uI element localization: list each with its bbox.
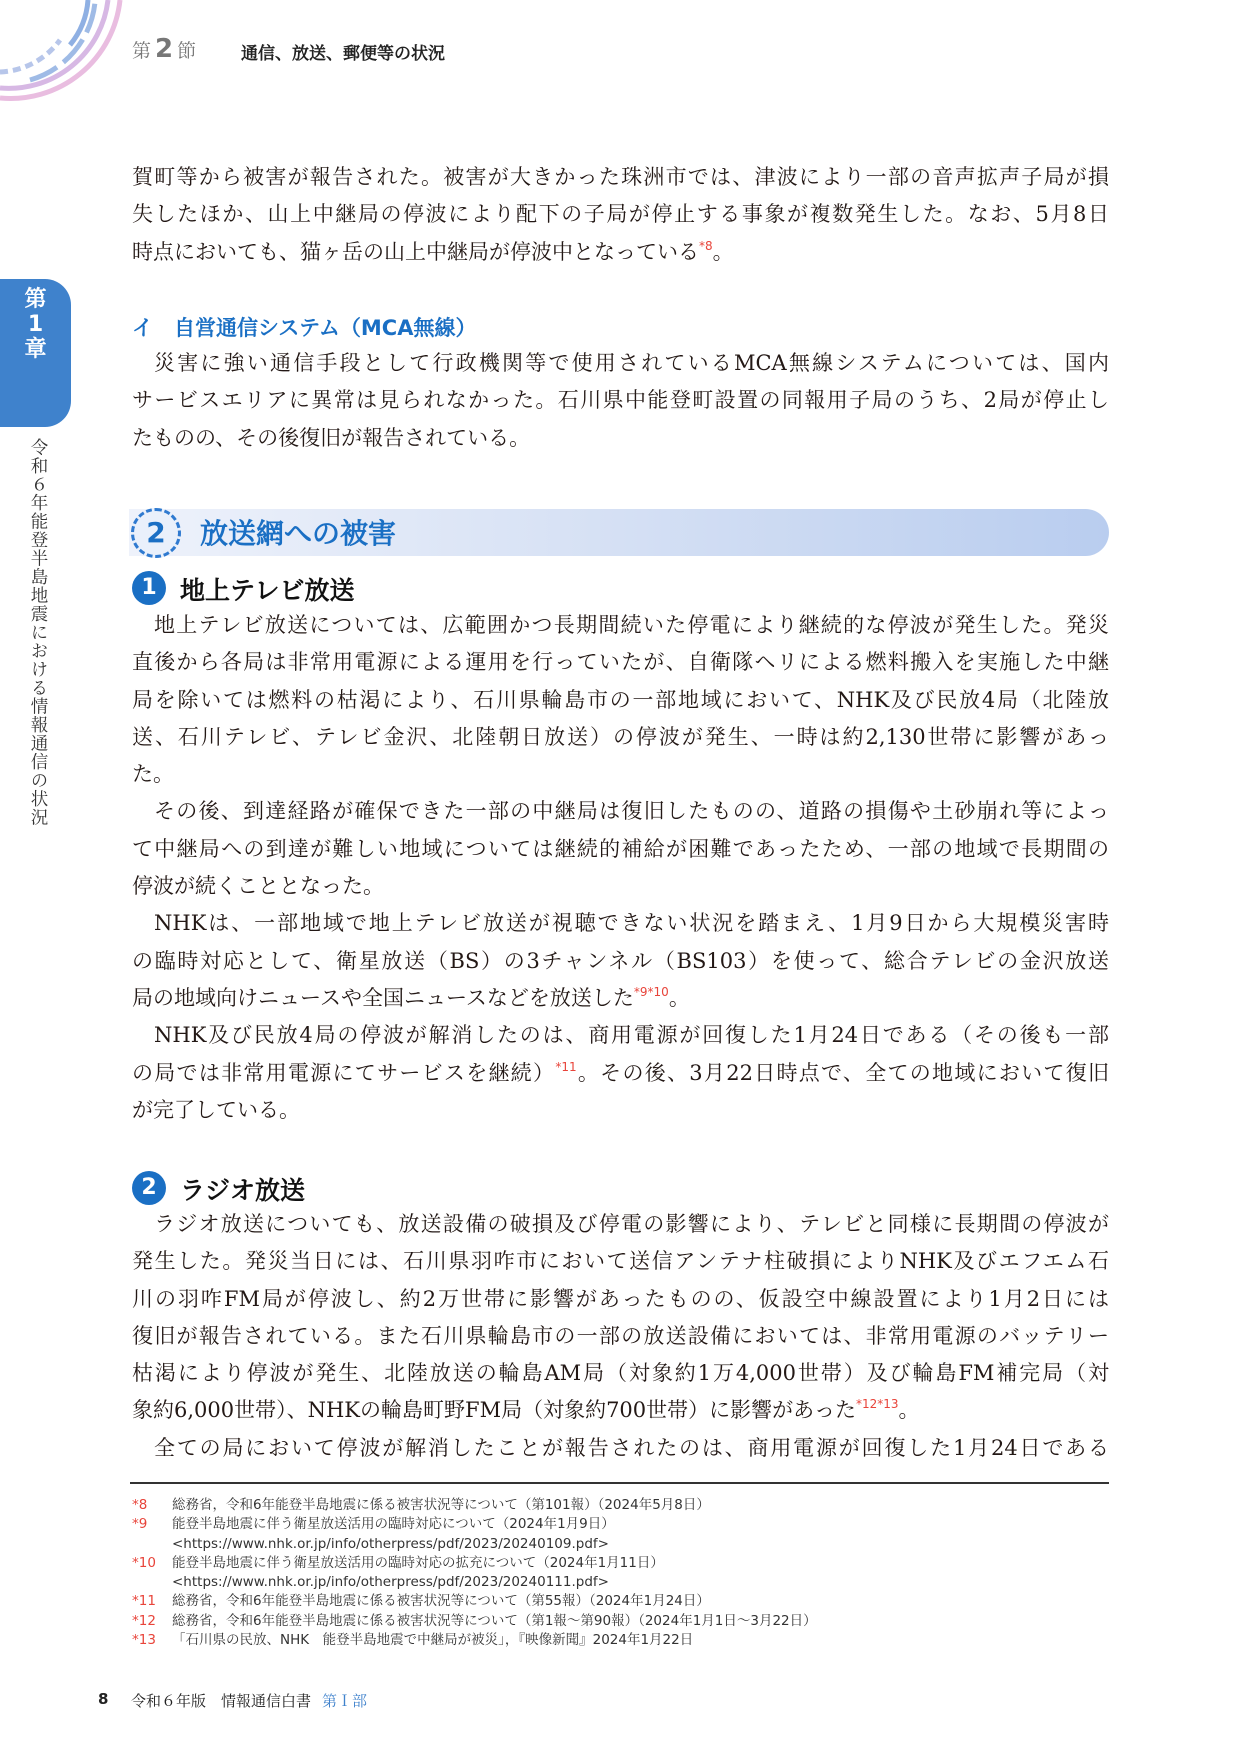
text-line: ラジオ放送についても、放送設備の破損及び停電の影響により、テレビと同様に長期間の停波が bbox=[154, 1212, 1109, 1236]
text-line: 川の羽咋FM局が停波し、約2万世帯に影響があったものの、仮設空中線設置により1月2日には bbox=[132, 1286, 1109, 1311]
text-line: 発生した。発災当日には、石川県羽咋市において送信アンテナ柱破損によりNHK及びエフエム石 bbox=[132, 1249, 1109, 1274]
text-line: が完了している。 bbox=[132, 1097, 300, 1122]
footnote-ref[interactable]: *11 bbox=[555, 1059, 577, 1074]
text-line: 賀町等から被害が報告された。被害が大きかった珠洲市では、津波により一部の音声拡声子局が損 bbox=[132, 165, 1109, 189]
publication-title: 令和６年版 情報通信白書 bbox=[131, 1692, 312, 1710]
text-line: た。 bbox=[132, 762, 174, 787]
text-line: 全ての局において停波が解消したことが報告されたのは、商用電源が回復した1月24日である bbox=[154, 1435, 1109, 1460]
text-line: て中継局への到達が難しい地域については継続的補給が困難であったため、一部の地域で長期間の bbox=[132, 836, 1109, 861]
text-line: その後、到達経路が確保できた一部の中継局は復旧したものの、道路の損傷や土砂崩れ等によっ bbox=[154, 799, 1109, 824]
chapter-tab-char: 章 bbox=[24, 337, 47, 362]
footnote-divider bbox=[130, 1482, 1109, 1484]
text-line: 象約6,000世帯）、NHKの輪島町野FM局（対象約700世帯）に影響があった$^{*12*13}$。 bbox=[132, 1397, 920, 1423]
radio-paragraphs bbox=[132, 1206, 1109, 1467]
subheading-number-badge: 1 bbox=[132, 571, 166, 605]
mca-paragraph bbox=[132, 345, 1109, 457]
footnote: *9 能登半島地震に伴う衛星放送活用の臨時対応について（2024年1月9日） bbox=[132, 1516, 615, 1533]
chapter-tab-char: 第 bbox=[24, 287, 47, 312]
footnote: *13 「石川県の民放、NHK 能登半島地震で中継局が被災」，『映像新聞』2024年1月22日 bbox=[132, 1632, 694, 1649]
footnotes bbox=[132, 1496, 817, 1650]
text-line: たものの、その後復旧が報告されている。 bbox=[132, 425, 531, 450]
text-line: NHKは、一部地域で地上テレビ放送が視聴できない状況を踏まえ、1月9日から大規模災害時 bbox=[154, 911, 1109, 936]
subheading-number-badge: 2 bbox=[132, 1171, 166, 1205]
text-line: NHK及び民放4局の停波が解消したのは、商用電源が回復した1月24日である（その後も一部 bbox=[154, 1023, 1109, 1048]
section-title: 通信、放送、郵便等の状況 bbox=[241, 44, 445, 64]
text-line: 時点においても、猫ヶ岳の山上中継局が停波中となっている$^{*8}$。 bbox=[132, 238, 734, 264]
footnote: *11 総務省，令和6年能登半島地震に係る被害状況等について（第55報）（2024年1月24日） bbox=[132, 1593, 710, 1610]
footnote-ref[interactable]: *12*13 bbox=[855, 1397, 899, 1412]
footnote-url[interactable]: <https://www.nhk.or.jp/info/otherpress/pdf/2023/20240111.pdf> bbox=[172, 1574, 609, 1591]
text-line: 災害に強い通信手段として行政機関等で使用されているMCA無線システムについては、国内 bbox=[154, 351, 1109, 375]
chapter-tab-char: 1 bbox=[27, 312, 44, 337]
terrestrial-tv-paragraphs bbox=[132, 607, 1109, 1129]
subsection-heading-mca: イ 自営通信システム（MCA無線） bbox=[132, 316, 477, 340]
chapter-tab bbox=[0, 279, 71, 427]
page-number: 8 bbox=[98, 1690, 109, 1708]
section-heading: 放送網への被害 bbox=[200, 517, 397, 550]
text-line: サービスエリアに異常は見られなかった。石川県中能登町設置の同報用子局のうち、2局が停止し bbox=[132, 388, 1109, 413]
intro-paragraph bbox=[132, 159, 1109, 271]
text-line: 局を除いては燃料の枯渇により、石川県輪島市の一部地域において、NHK及び民放4局（北陸放 bbox=[132, 687, 1109, 712]
footnote: *10 能登半島地震に伴う衛星放送活用の臨時対応の拡充について（2024年1月11日） bbox=[132, 1554, 664, 1571]
section-number: 第 2 節 bbox=[132, 34, 197, 64]
subheading-radio: ラジオ放送 bbox=[180, 1176, 306, 1205]
header-decoration-arcs-icon bbox=[0, 0, 140, 110]
text-line: 地上テレビ放送については、広範囲かつ長期間続いた停電により継続的な停波が発生した。発災 bbox=[154, 613, 1109, 637]
section-number-badge: 2 bbox=[131, 508, 181, 558]
footnote-url[interactable]: <https://www.nhk.or.jp/info/otherpress/pdf/2023/20240109.pdf> bbox=[172, 1535, 609, 1552]
footnote-ref[interactable]: *8 bbox=[699, 238, 713, 253]
text-line: 停波が続くこととなった。 bbox=[132, 874, 384, 899]
text-line: 局の地域向けニュースや全国ニュースなどを放送した$^{*9*10}$。 bbox=[132, 984, 690, 1010]
footnote: *12 総務省，令和6年能登半島地震に係る被害状況等について（第1報～第90報）（2024年1月1日～3月22日） bbox=[132, 1612, 817, 1629]
text-line: の局では非常用電源にてサービスを継続）$^{*11}$。その後、3月22日時点で、全ての地域において復旧 bbox=[132, 1059, 1109, 1085]
text-line: 失したほか、山上中継局の停波により配下の子局が停止する事象が複数発生した。なお、5月8日 bbox=[132, 202, 1109, 227]
text-line: 直後から各局は非常用電源による運用を行っていたが、自衛隊ヘリによる燃料搬入を実施した中継 bbox=[132, 650, 1109, 675]
text-line: の臨時対応として、衛星放送（BS）の3チャンネル（BS103）を使って、総合テレビの金沢放送 bbox=[132, 948, 1109, 973]
footnote: *8 総務省，令和6年能登半島地震に係る被害状況等について（第101報）（2024年5月8日） bbox=[132, 1497, 710, 1513]
text-line: 復旧が報告されている。また石川県輪島市の一部の放送設備においては、非常用電源のバッテリー bbox=[132, 1323, 1109, 1348]
text-line: 送、石川テレビ、テレビ金沢、北陸朝日放送）の停波が発生、一時は約2,130世帯に影響があっ bbox=[132, 724, 1109, 749]
text-line: 枯渇により停波が発生、北陸放送の輪島AM局（対象約1万4,000世帯）及び輪島FM補完局（対 bbox=[132, 1361, 1109, 1386]
part-label: 第Ｉ部 bbox=[322, 1692, 368, 1710]
chapter-vertical-title: 令和６年能登半島地震における情報通信の状況 bbox=[28, 438, 48, 827]
footnote-ref[interactable]: *9*10 bbox=[633, 984, 669, 999]
subheading-terrestrial-tv: 地上テレビ放送 bbox=[180, 576, 355, 605]
